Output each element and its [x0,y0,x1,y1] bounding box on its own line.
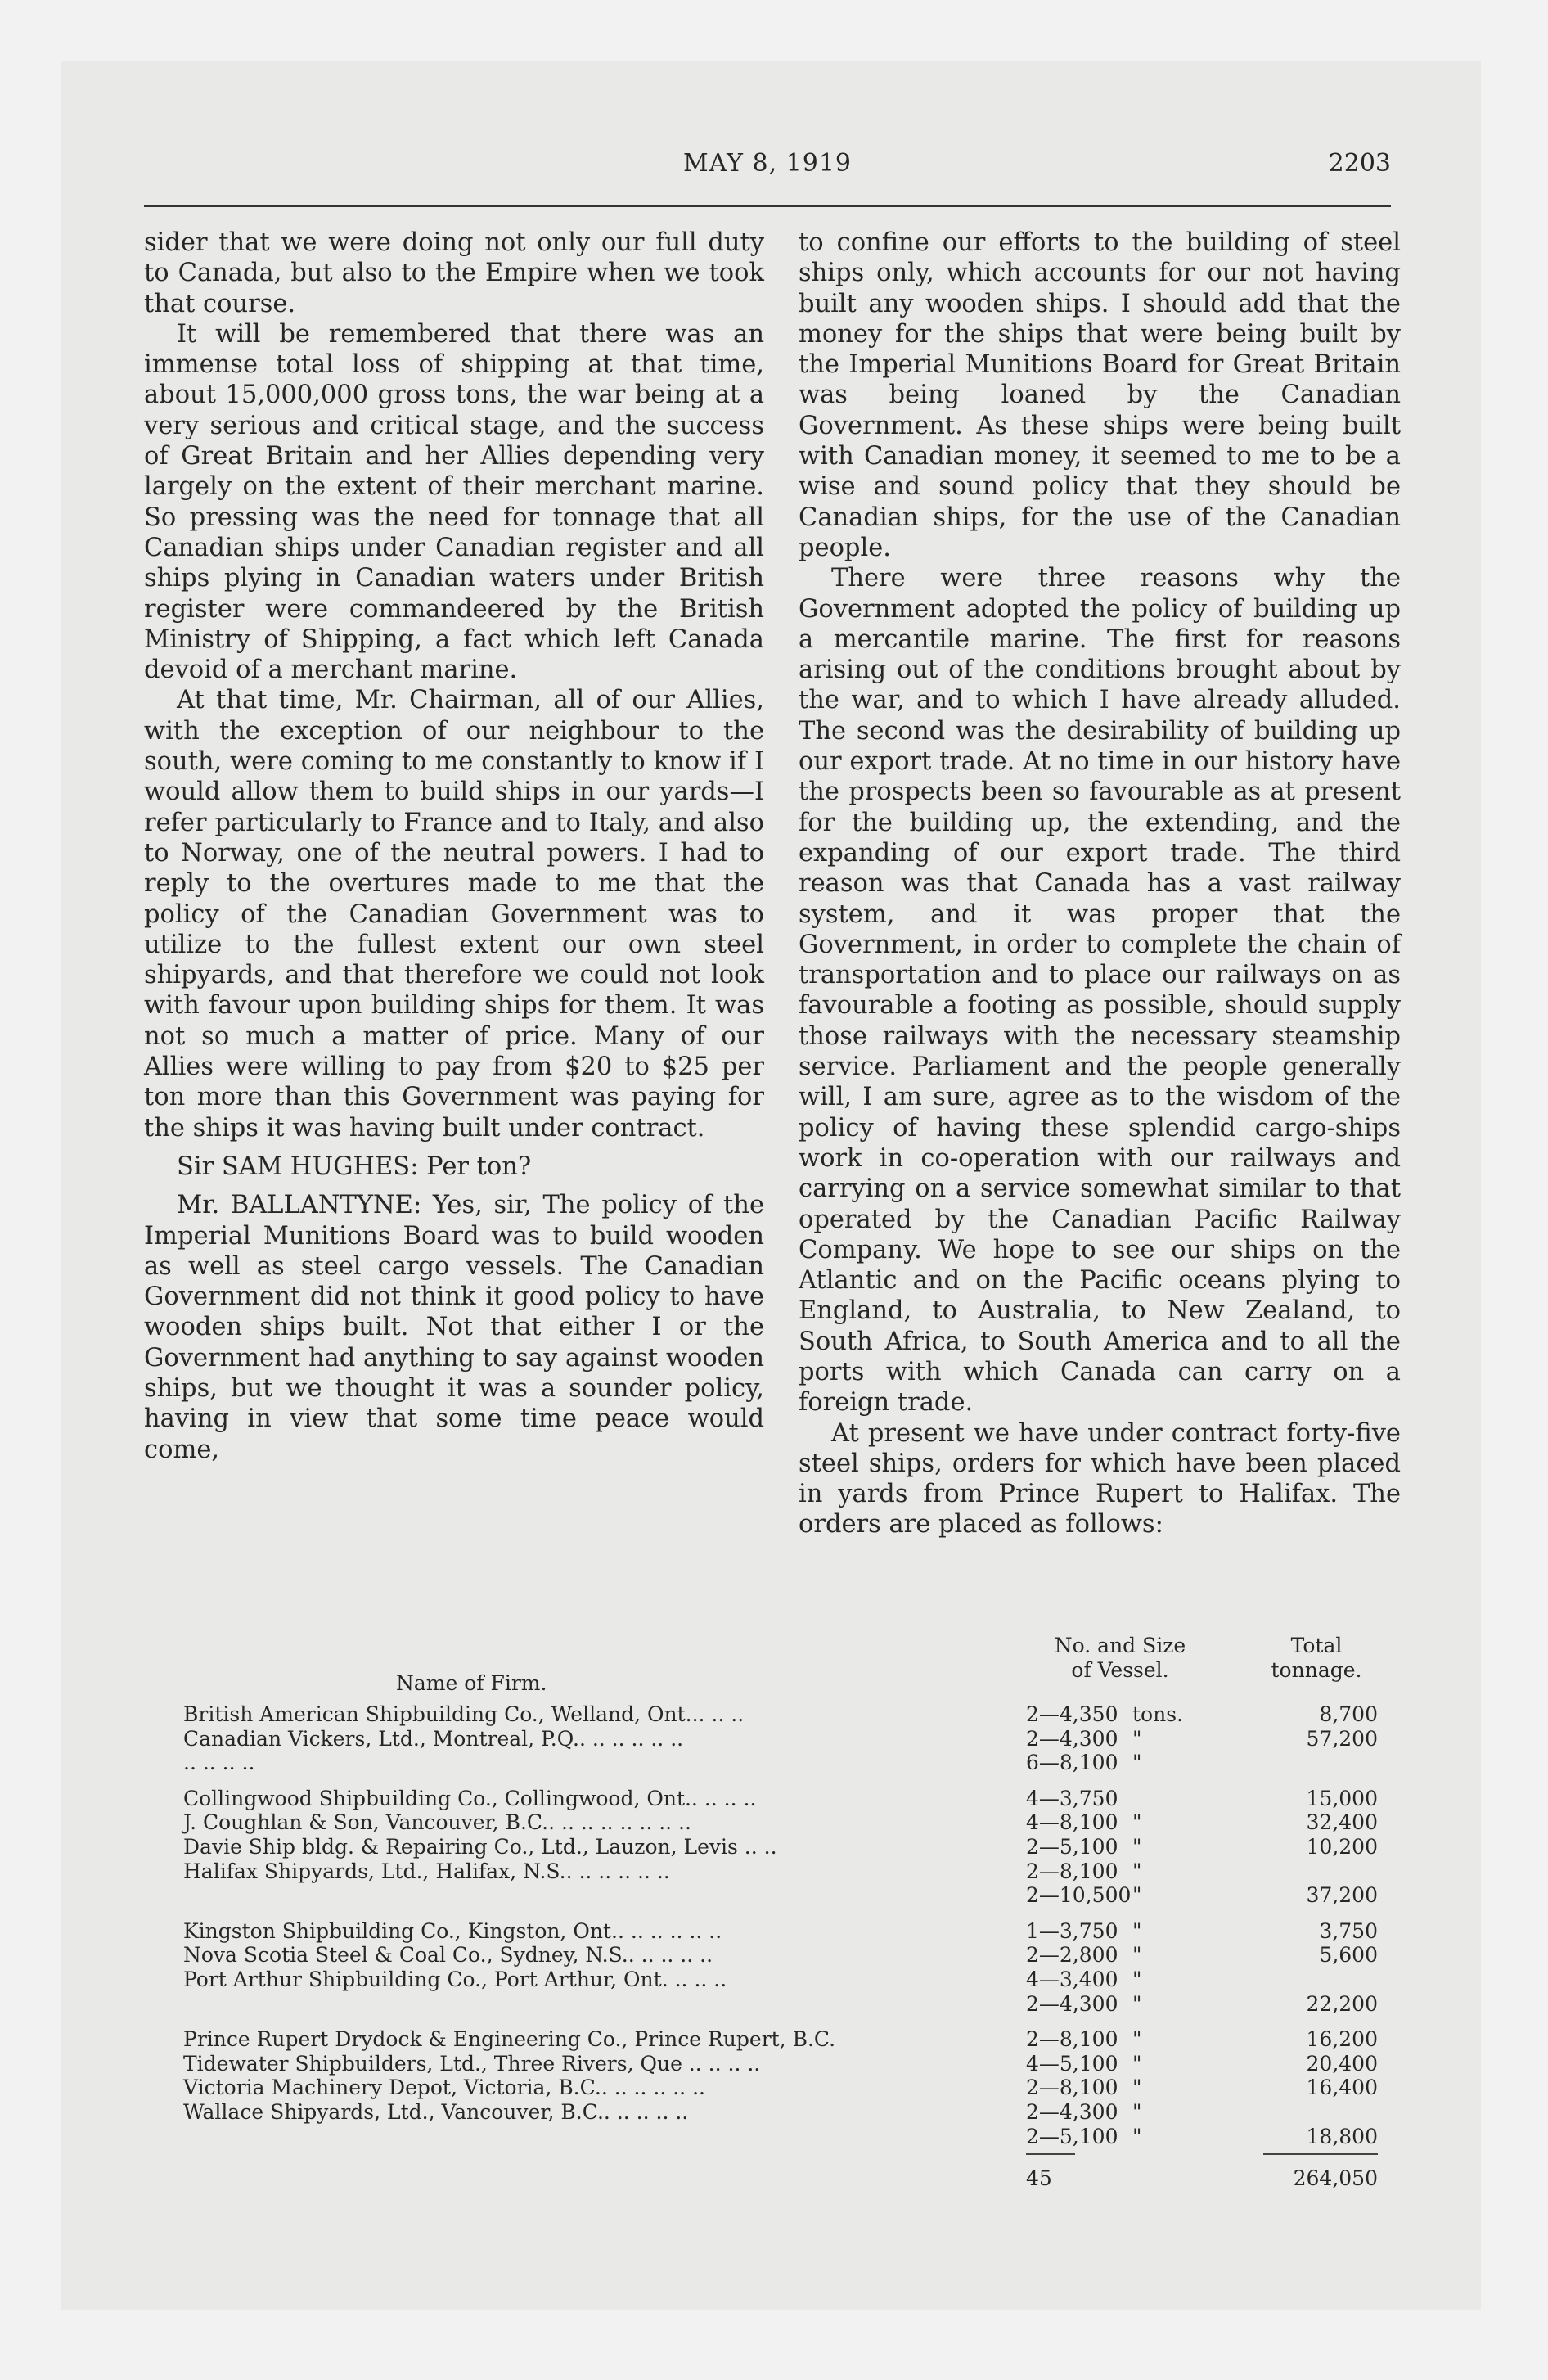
cell-size: 2—8,100 [1026,2027,1118,2052]
cell-total: 57,200 [1306,1726,1378,1751]
cell-total: 18,800 [1306,2124,1378,2148]
cell-firm: Victoria Machinery Depot, Victoria, B.C.. .. .. .. .. .. [183,2076,705,2100]
cell-total: 16,200 [1306,2027,1378,2052]
cell-firm: Canadian Vickers, Ltd., Montreal, P.Q.. .. .. .. .. .. [183,1726,684,1751]
header-size: No. and Size of Vessel. [1054,1634,1186,1682]
cell-firm: Nova Scotia Steel & Coal Co., Sydney, N.S.. .. .. .. .. [183,1943,713,1968]
header-total: Total tonnage. [1271,1634,1362,1682]
cell-unit: " [1132,1751,1142,1775]
table-row [183,1751,1378,1775]
cell-total: 10,200 [1306,1834,1378,1859]
cell-unit: " [1132,1991,1142,2016]
row-spacer [183,2016,1378,2027]
table-row [183,1835,1378,1859]
cell-unit: " [1132,1967,1142,1991]
table-row [183,1943,1378,1968]
cell-size: 2—8,100 [1026,1859,1118,1883]
header-rule [144,205,1391,207]
table-row [183,2100,1378,2125]
cell-total: 32,400 [1306,1810,1378,1835]
cell-firm: Kingston Shipbuilding Co., Kingston, Ont.. .. .. .. .. .. [183,1918,722,1943]
cell-firm: Wallace Shipyards, Ltd., Vancouver, B.C.. .. .. .. .. [183,2099,689,2124]
cell-firm: Collingwood Shipbuilding Co., Collingwood, Ont.. .. .. .. [183,1786,757,1810]
cell-firm: .. .. .. .. [183,1751,255,1775]
paragraph: At that time, Mr. Chairman, all of our Allies, with the exception of our neighbour to the south, were coming to me constantly to know if I would allow them to build ships in our yards—I refer particularly to France and to Italy, and also to Norway, one of the neutral powers. I had to reply to the overtures made to me that the policy of the Canadian Government was to utilize to the fullest extent our own steel shipyards, and that therefore we could not look with favour upon building ships for them. It was not so much a matter of price. Many of our Allies were willing to pay from $20 to $25 per ton more than this Government was paying for the ships it was having built under contract. [144,686,764,1143]
table-row [183,1787,1378,1811]
table-row [183,1859,1378,1884]
table-row [183,1883,1378,1908]
cell-unit: " [1132,1943,1142,1968]
paragraph: At present we have under contract forty-five steel ships, orders for which have been placed in yards from Prince Rupert to Halifax. The orders are placed as follows: [799,1418,1401,1539]
cell-unit: " [1132,1834,1142,1859]
cell-size: 6—8,100 [1026,1751,1118,1775]
table-row [183,1919,1378,1944]
table-row [183,1727,1378,1751]
cell-unit: " [1132,1883,1142,1908]
table-row [183,2052,1378,2076]
cell-size: 2—10,500 [1026,1883,1132,1908]
table-row [183,1702,1378,1727]
page-number: 2203 [1328,149,1391,178]
cell-size: 2—5,100 [1026,1834,1118,1859]
cell-unit: " [1132,2076,1142,2100]
cell-unit: " [1132,2051,1142,2076]
paragraph: There were three reasons why the Government adopted the policy of building up a mercantile marine. The first for reasons arising out of the conditions brought about by the war, and to which I have already alluded. The second was the desirability of building up our export trade. At no time in our history have the prospects been so favourable as at present for the building up, the extending, and the expanding of our export trade. The third reason was that Canada has a vast railway system, and it was proper that the Government, in order to complete the chain of transportation and to place our railways on as favourable a footing as possible, should supply those railways with the necessary steamship service. Parliament and the people generally will, I am sure, agree as to the wisdom of the policy of having these splendid cargo-ships work in co-operation with our railways and carrying on a service somewhat similar to that operated by the Canadian Pacific Railway Company. We hope to see our ships on the Atlantic and on the Pacific oceans plying to England, to Australia, to New Zealand, to South Africa, to South America and to all the ports with which Canada can carry on a foreign trade. [799,564,1401,1418]
table-row [183,1992,1378,2017]
cell-firm: Halifax Shipyards, Ltd., Halifax, N.S.. .. .. .. .. .. [183,1859,670,1883]
sum-rule-ships [1026,2153,1075,2155]
cell-firm: J. Coughlan & Son, Vancouver, B.C.. .. .. .. .. .. .. .. [183,1810,691,1835]
cell-size: 2—4,300 [1026,2099,1118,2124]
table-row [183,2125,1378,2149]
cell-size: 2—4,300 [1026,1726,1118,1751]
cell-size: 4—3,750 [1026,1786,1118,1810]
sum-rules [183,2148,1378,2157]
cell-total: 16,400 [1306,2076,1378,2100]
paragraph: Mr. BALLANTYNE: Yes, sir, The policy of the Imperial Munitions Board was to build wooden as well as steel cargo vessels. The Canadian Government did not think it good policy to have wooden ships built. Not that either I or the Government had anything to say against wooden ships, but we thought it was a sounder policy, having in view that some time peace would come, [144,1191,764,1464]
cell-size: 2—5,100 [1026,2124,1118,2148]
table-body [183,1702,1378,2191]
sum-rule-tonnage [1263,2153,1378,2155]
table-row [183,2027,1378,2052]
cell-unit: tons. [1132,1702,1183,1726]
cell-size: 4—5,100 [1026,2051,1118,2076]
paragraph: to confine our efforts to the building of steel ships only, which accounts for our not having built any wooden ships. I should add that the money for the ships that were being built by the Imperial Munitions Board for Great Britain was being loaned by the Canadian Government. As these ships were being built with Canadian money, it seemed to me to be a wise and sound policy that they should be Canadian ships, for the use of the Canadian people. [799,228,1401,562]
cell-size: 2—4,300 [1026,1991,1118,2016]
table-row [183,1968,1378,1992]
cell-total: 37,200 [1306,1883,1378,1908]
header-firm: Name of Firm. [396,1671,547,1695]
right-column [799,228,1401,1540]
cell-total: 8,700 [1319,1702,1378,1726]
cell-total: 15,000 [1306,1786,1378,1810]
row-spacer [183,1775,1378,1787]
page-header [144,149,1391,190]
cell-size: 4—3,400 [1026,1967,1118,1991]
total-tonnage: 264,050 [1293,2166,1378,2191]
cell-unit: " [1132,2027,1142,2052]
cell-unit: " [1132,1810,1142,1835]
cell-size: 1—3,750 [1026,1918,1118,1943]
cell-size: 2—4,350 [1026,1702,1118,1726]
cell-firm: Tidewater Shipbuilders, Ltd., Three Rivers, Que .. .. .. .. [183,2051,761,2076]
cell-firm: British American Shipbuilding Co., Welland, Ont... .. .. [183,1702,745,1726]
row-spacer [183,1908,1378,1919]
cell-firm: Davie Ship bldg. & Repairing Co., Ltd., Lauzon, Levis .. .. [183,1834,777,1859]
cell-unit: " [1132,1726,1142,1751]
speaker-line: Sir SAM HUGHES: Per ton? [177,1152,532,1181]
table-row [183,1810,1378,1835]
cell-firm: Port Arthur Shipbuilding Co., Port Arthur, Ont. .. .. .. [183,1967,727,1991]
left-column [144,228,764,1465]
paragraph: sider that we were doing not only our full duty to Canada, but also to the Empire when we took that course. [144,228,764,318]
cell-unit: " [1132,2124,1142,2148]
cell-size: 4—8,100 [1026,1810,1118,1835]
cell-firm: Prince Rupert Drydock & Engineering Co., Prince Rupert, B.C. [183,2027,836,2052]
cell-unit: " [1132,1918,1142,1943]
total-ships: 45 [1026,2166,1052,2191]
totals-row [183,2166,1378,2191]
cell-total: 5,600 [1319,1943,1378,1968]
table-row [183,2076,1378,2100]
cell-unit: " [1132,1859,1142,1883]
paragraph: It will be remembered that there was an immense total loss of shipping at that time, about 15,000,000 gross tons, the war being at a very serious and critical stage, and the success of Great Britain and her Allies depending very largely on the extent of their merchant marine. So pressing was the need for tonnage that all Canadian ships under Canadian register and all ships plying in Canadian waters under British register were commandeered by the British Ministry of Shipping, a fact which left Canada devoid of a merchant marine. [144,319,764,685]
cell-total: 22,200 [1306,1991,1378,2016]
cell-size: 2—2,800 [1026,1943,1118,1968]
cell-unit: " [1132,2099,1142,2124]
cell-size: 2—8,100 [1026,2076,1118,2100]
cell-total: 20,400 [1306,2051,1378,2076]
page-date: MAY 8, 1919 [682,149,852,178]
cell-total: 3,750 [1319,1918,1378,1943]
